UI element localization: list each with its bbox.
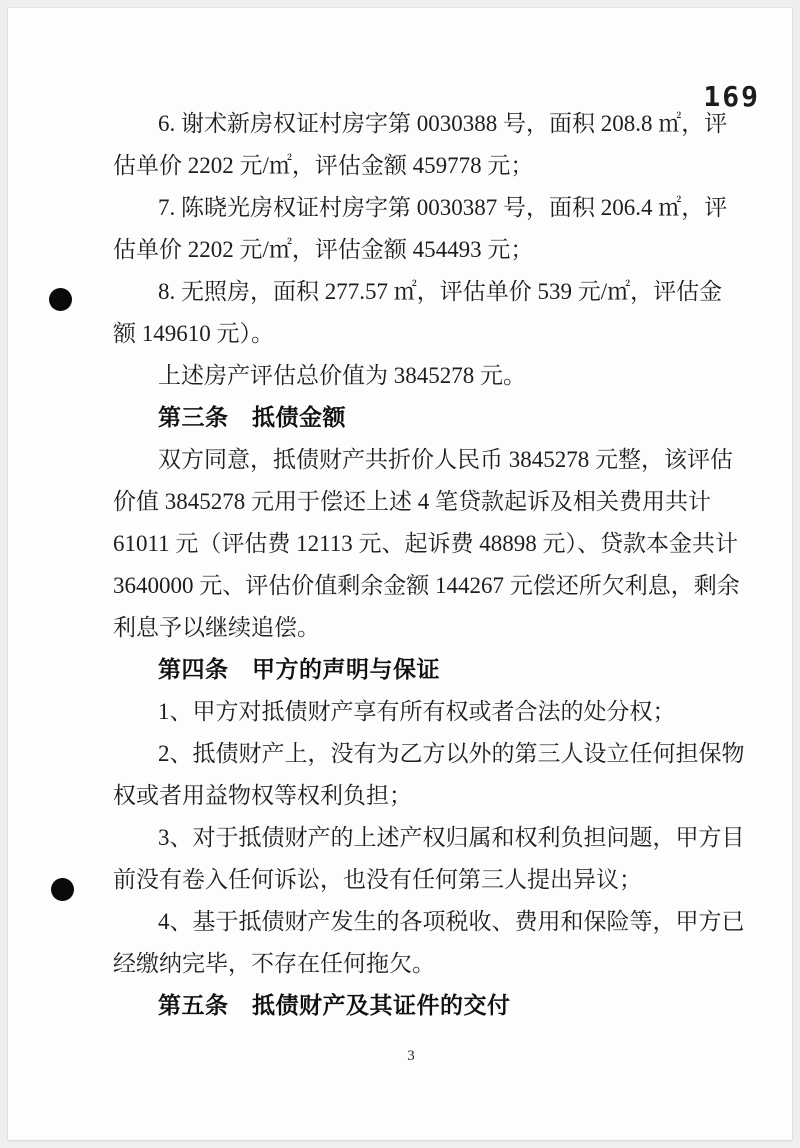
document-page [8,8,792,1140]
text-line: 1、甲方对抵债财产享有所有权或者合法的处分权； [158,699,676,724]
text-line: 第五条 抵债财产及其证件的交付 [158,993,511,1018]
paragraph [113,187,728,271]
footer-page-number: 3 [407,1048,415,1064]
section-heading [113,985,725,1027]
text-line: 第三条 抵债金额 [158,405,346,430]
text-line: 4、基于抵债财产发生的各项税收、费用和保险等，甲方已 [158,909,745,934]
text-line: 2、抵债财产上，没有为乙方以外的第三人设立任何担保物 [158,741,745,766]
paragraph [113,691,725,733]
text-line: 8. 无照房，面积 277.57 ㎡，评估单价 539 元/㎡，评估金 [158,279,723,304]
binding-hole-dot [51,878,74,901]
text-line: 估单价 2202 元/㎡，评估金额 459778 元； [113,153,534,178]
paragraph [113,439,740,649]
paragraph [113,817,745,901]
text-line: 7. 陈晓光房权证村房字第 0030387 号，面积 206.4 ㎡，评 [158,195,728,220]
text-line: 3640000 元、评估价值剩余金额 144267 元偿还所欠利息，剩余 [113,573,740,598]
paragraph [113,103,728,187]
text-line: 61011 元（评估费 12113 元、起诉费 48898 元）、贷款本金共计 [113,531,739,556]
text-line: 6. 谢术新房权证村房字第 0030388 号，面积 208.8 ㎡，评 [158,111,728,136]
paragraph [113,901,745,985]
text-line: 权或者用益物权等权利负担； [113,783,412,808]
text-line: 第四条 甲方的声明与保证 [158,657,440,682]
text-line: 价值 3845278 元用于偿还上述 4 笔贷款起诉及相关费用共计 [113,489,711,514]
document-body [113,103,745,1027]
paragraph [113,733,745,817]
text-line: 额 149610 元）。 [113,321,274,346]
section-heading [113,649,725,691]
text-line: 估单价 2202 元/㎡，评估金额 454493 元； [113,237,534,262]
text-line: 上述房产评估总价值为 3845278 元。 [158,363,526,388]
paragraph [113,355,725,397]
text-line: 3、对于抵债财产的上述产权归属和权利负担问题，甲方目 [158,825,745,850]
stamp-page-number: 169 [703,80,760,113]
paragraph [113,271,725,355]
section-heading [113,397,725,439]
text-line: 前没有卷入任何诉讼，也没有任何第三人提出异议； [113,867,642,892]
binding-hole-dot [49,288,72,311]
text-line: 双方同意，抵债财产共折价人民币 3845278 元整，该评估 [158,447,733,472]
text-line: 经缴纳完毕，不存在任何拖欠。 [113,951,435,976]
text-line: 利息予以继续追偿。 [113,615,320,640]
